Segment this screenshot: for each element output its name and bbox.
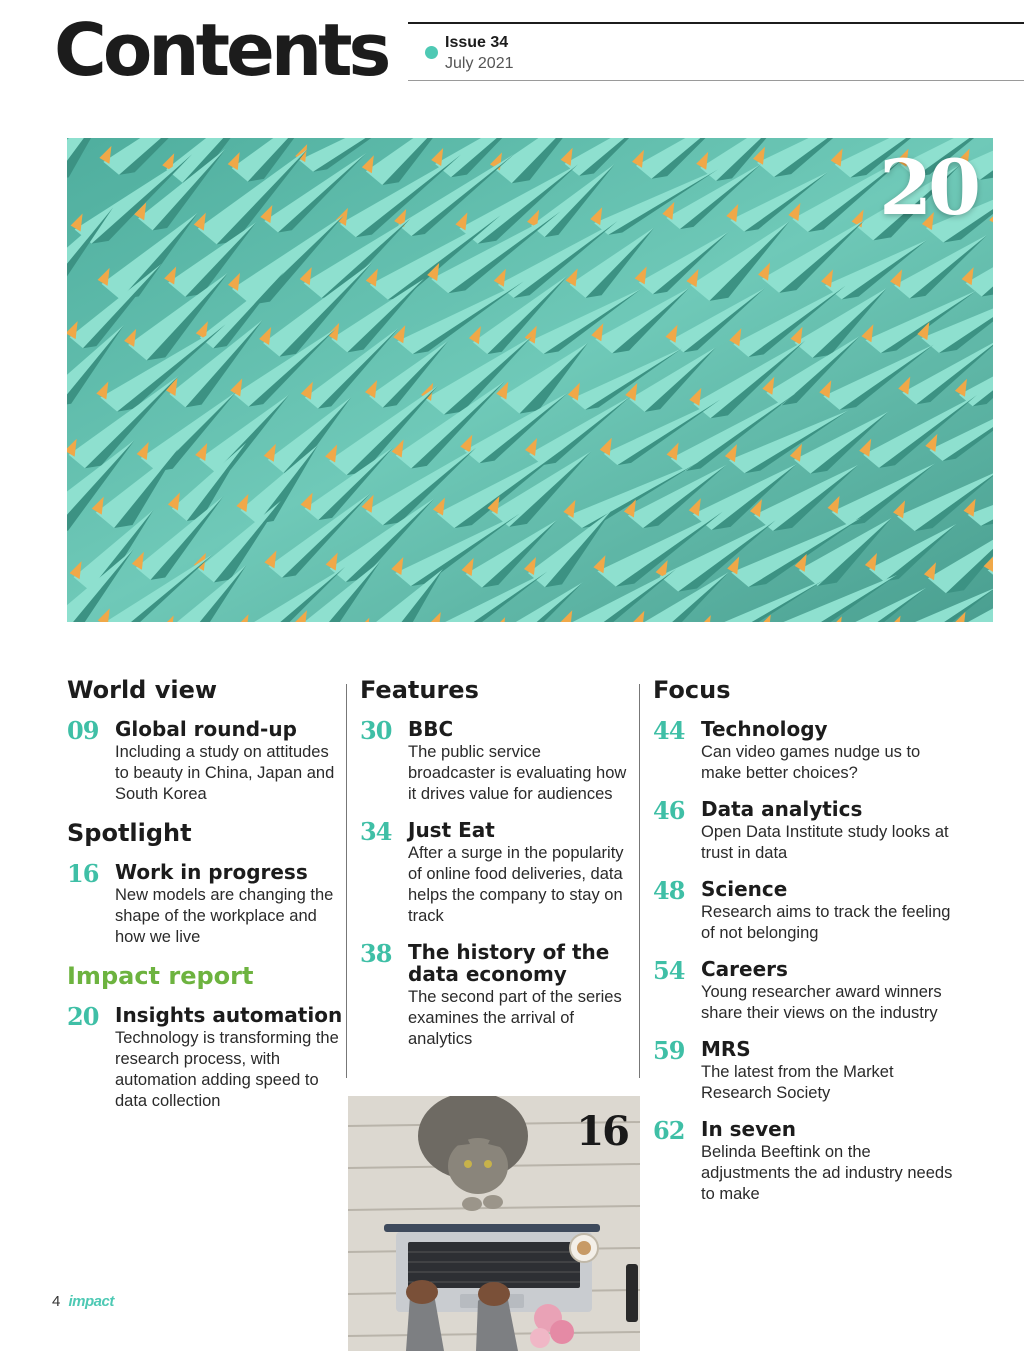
issue-number: Issue 34 xyxy=(445,34,509,51)
entry-page-number: 38 xyxy=(360,939,392,968)
contents-entry[interactable] xyxy=(360,941,630,1050)
teal-spikes-illustration xyxy=(67,138,993,622)
contents-entry[interactable] xyxy=(653,798,953,864)
contents-entry[interactable] xyxy=(360,718,630,805)
entry-page-number: 30 xyxy=(360,716,392,745)
feature-photo xyxy=(348,1096,640,1351)
entry-description: The latest from the Market Research Society xyxy=(701,1063,894,1102)
entry-page-number: 44 xyxy=(653,716,685,745)
column-left xyxy=(67,676,347,1112)
entry-title: MRS xyxy=(701,1037,751,1061)
contents-entry[interactable] xyxy=(653,1038,953,1104)
entry-page-number: 20 xyxy=(67,1002,99,1031)
column-middle xyxy=(360,676,630,1050)
entry-title: Global round-up xyxy=(115,717,297,741)
entry-title: Technology xyxy=(701,717,828,741)
page-footer xyxy=(52,1293,114,1310)
entry-title: Work in progress xyxy=(115,860,308,884)
entry-description: The public service broadcaster is evaluating how it drives value for audiences xyxy=(408,743,627,803)
entry-page-number: 09 xyxy=(67,716,99,745)
entry-description: Open Data Institute study looks at trust in data xyxy=(701,823,949,862)
entry-description: Young researcher award winners share their views on the industry xyxy=(701,983,942,1022)
entry-page-number: 46 xyxy=(653,796,685,825)
entry-title: Data analytics xyxy=(701,797,863,821)
section-title-impact-report: Impact report xyxy=(67,962,254,990)
issue-info xyxy=(408,22,1024,81)
entry-title: BBC xyxy=(408,717,454,741)
contents-entry[interactable] xyxy=(653,958,953,1024)
entry-description: Including a study on attitudes to beauty in China, Japan and South Korea xyxy=(115,743,335,803)
entry-description: Technology is transforming the research process, with automation adding speed to data collection xyxy=(115,1029,339,1110)
contents-entry[interactable] xyxy=(67,718,347,805)
contents-entry[interactable] xyxy=(653,1118,953,1205)
section-title-focus: Focus xyxy=(653,676,731,704)
contents-entry[interactable] xyxy=(653,718,953,784)
section-title-features: Features xyxy=(360,676,479,704)
entry-description: New models are changing the shape of the workplace and how we live xyxy=(115,886,334,946)
entry-title: Science xyxy=(701,877,788,901)
hero-page-number: 20 xyxy=(879,143,977,232)
hero-image xyxy=(67,138,993,622)
entry-description: Research aims to track the feeling of not belonging xyxy=(701,903,951,942)
contents-entry[interactable] xyxy=(67,861,347,948)
entry-title: Insights automation xyxy=(115,1003,343,1027)
entry-title: The history of the data economy xyxy=(408,940,610,986)
photo-page-number: 16 xyxy=(576,1108,628,1155)
column-right xyxy=(653,676,953,1205)
entry-page-number: 62 xyxy=(653,1116,685,1145)
entry-page-number: 59 xyxy=(653,1036,685,1065)
bullet-dot-icon xyxy=(425,46,438,59)
contents-entry[interactable] xyxy=(653,878,953,944)
column-divider xyxy=(639,684,640,1078)
page-title: Contents xyxy=(54,8,388,92)
contents-entry[interactable] xyxy=(360,819,630,927)
entry-page-number: 54 xyxy=(653,956,685,985)
brand-logo: impact xyxy=(68,1293,114,1310)
contents-entry[interactable] xyxy=(67,1004,347,1112)
entry-title: Careers xyxy=(701,957,788,981)
entry-description: After a surge in the popularity of online food deliveries, data helps the company to stay on track xyxy=(408,844,624,925)
entry-title: In seven xyxy=(701,1117,796,1141)
entry-title: Just Eat xyxy=(408,818,495,842)
entry-description: The second part of the series examines the arrival of analytics xyxy=(408,988,622,1048)
entry-page-number: 16 xyxy=(67,859,99,888)
entry-description: Can video games nudge us to make better choices? xyxy=(701,743,921,782)
entry-page-number: 48 xyxy=(653,876,685,905)
entry-description: Belinda Beeftink on the adjustments the ad industry needs to make xyxy=(701,1143,953,1203)
footer-page-number: 4 xyxy=(52,1293,61,1310)
section-title-world-view: World view xyxy=(67,676,218,704)
issue-date: July 2021 xyxy=(445,55,514,72)
entry-page-number: 34 xyxy=(360,817,392,846)
column-divider xyxy=(346,684,347,1078)
section-title-spotlight: Spotlight xyxy=(67,819,192,847)
